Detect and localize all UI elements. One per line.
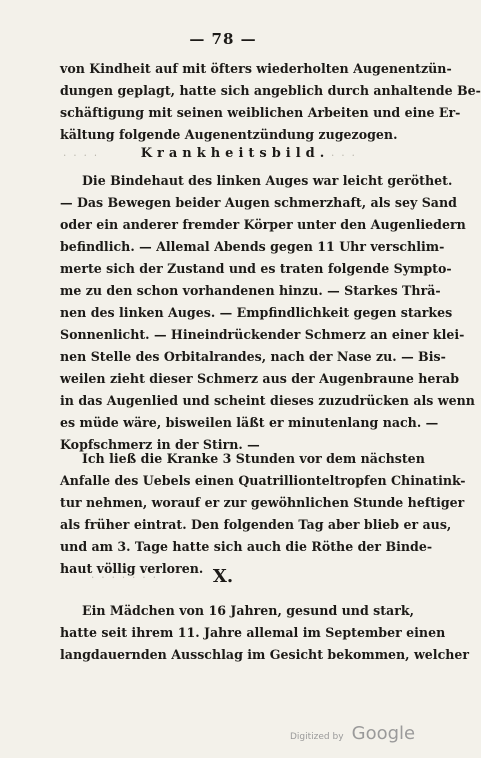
page-number: — 78 — (189, 30, 257, 48)
text-line: Die Bindehaut des linken Auges war leicht geröthet. (82, 173, 453, 188)
text-line: dungen geplagt, hatte sich angeblich durch anhaltende Be- (60, 83, 481, 98)
bleed-through-marks: ᛫ ᛫ ᛫ ᛫ (62, 152, 100, 162)
intro-paragraph (60, 58, 481, 146)
watermark-prefix: Digitized by (290, 732, 344, 742)
section-number: X. (212, 566, 234, 587)
text-line: schäftigung mit seinen weiblichen Arbeiten und eine Er- (60, 105, 461, 120)
text-line: Anfalle des Uebels einen Quatrillionteltropfen Chinatink- (60, 473, 466, 488)
text-line: haut völlig verloren. (60, 561, 204, 576)
treatment-paragraph (60, 448, 466, 580)
text-line: als früher eintrat. Den folgenden Tag aber blieb er aus, (60, 517, 452, 532)
text-line: nen Stelle des Orbitalrandes, nach der Nase zu. — Bis- (60, 349, 446, 364)
text-line: tur nehmen, worauf er zur gewöhnlichen Stunde heftiger (60, 495, 465, 510)
text-line: — Das Bewegen beider Augen schmerzhaft, als sey Sand (60, 195, 457, 210)
text-line: von Kindheit auf mit öfters wiederholten Augenentzün- (60, 61, 452, 76)
bleed-through-marks: ᛫ ᛫ ᛫ (330, 152, 357, 162)
text-line: in das Augenlied und scheint dieses zuzudrücken als wenn (60, 393, 475, 408)
text-line: Kopfschmerz in der Stirn. — (60, 437, 260, 452)
text-line: me zu den schon vorhandenen hinzu. — Starkes Thrä- (60, 283, 441, 298)
text-line: weilen zieht dieser Schmerz aus der Augenbraune herab (60, 371, 460, 386)
text-line: nen des linken Auges. — Empfindlichkeit gegen starkes (60, 305, 453, 320)
digitization-watermark (290, 723, 415, 744)
text-line: es müde wäre, bisweilen läßt er minutenlang nach. — (60, 415, 439, 430)
text-line: langdauernden Ausschlag im Gesicht bekommen, welcher (60, 647, 470, 662)
text-line: Ein Mädchen von 16 Jahren, gesund und stark, (82, 603, 414, 618)
text-line: oder ein anderer fremder Körper unter den Augenliedern (60, 217, 466, 232)
text-line: merte sich der Zustand und es traten folgende Sympto- (60, 261, 452, 276)
case-paragraph (60, 600, 470, 666)
text-line: Ich ließ die Kranke 3 Stunden vor dem nächsten (82, 451, 425, 466)
text-line: kältung folgende Augenentzündung zugezogen. (60, 127, 398, 142)
text-line: befindlich. — Allemal Abends gegen 11 Uhr verschlim- (60, 239, 445, 254)
symptoms-paragraph (60, 170, 475, 456)
section-heading: Krankheitsbild. (140, 146, 330, 161)
text-line: und am 3. Tage hatte sich auch die Röthe der Binde- (60, 539, 433, 554)
text-line: Sonnenlicht. — Hineindrückender Schmerz an einer klei- (60, 327, 465, 342)
text-line: hatte seit ihrem 11. Jahre allemal im September einen (60, 625, 446, 640)
bleed-through-marks: ᛫ ᛫ ᛫ ᛫ ᛫ ᛫ ᛫ (90, 574, 158, 584)
google-logo-text: Google (351, 723, 416, 744)
